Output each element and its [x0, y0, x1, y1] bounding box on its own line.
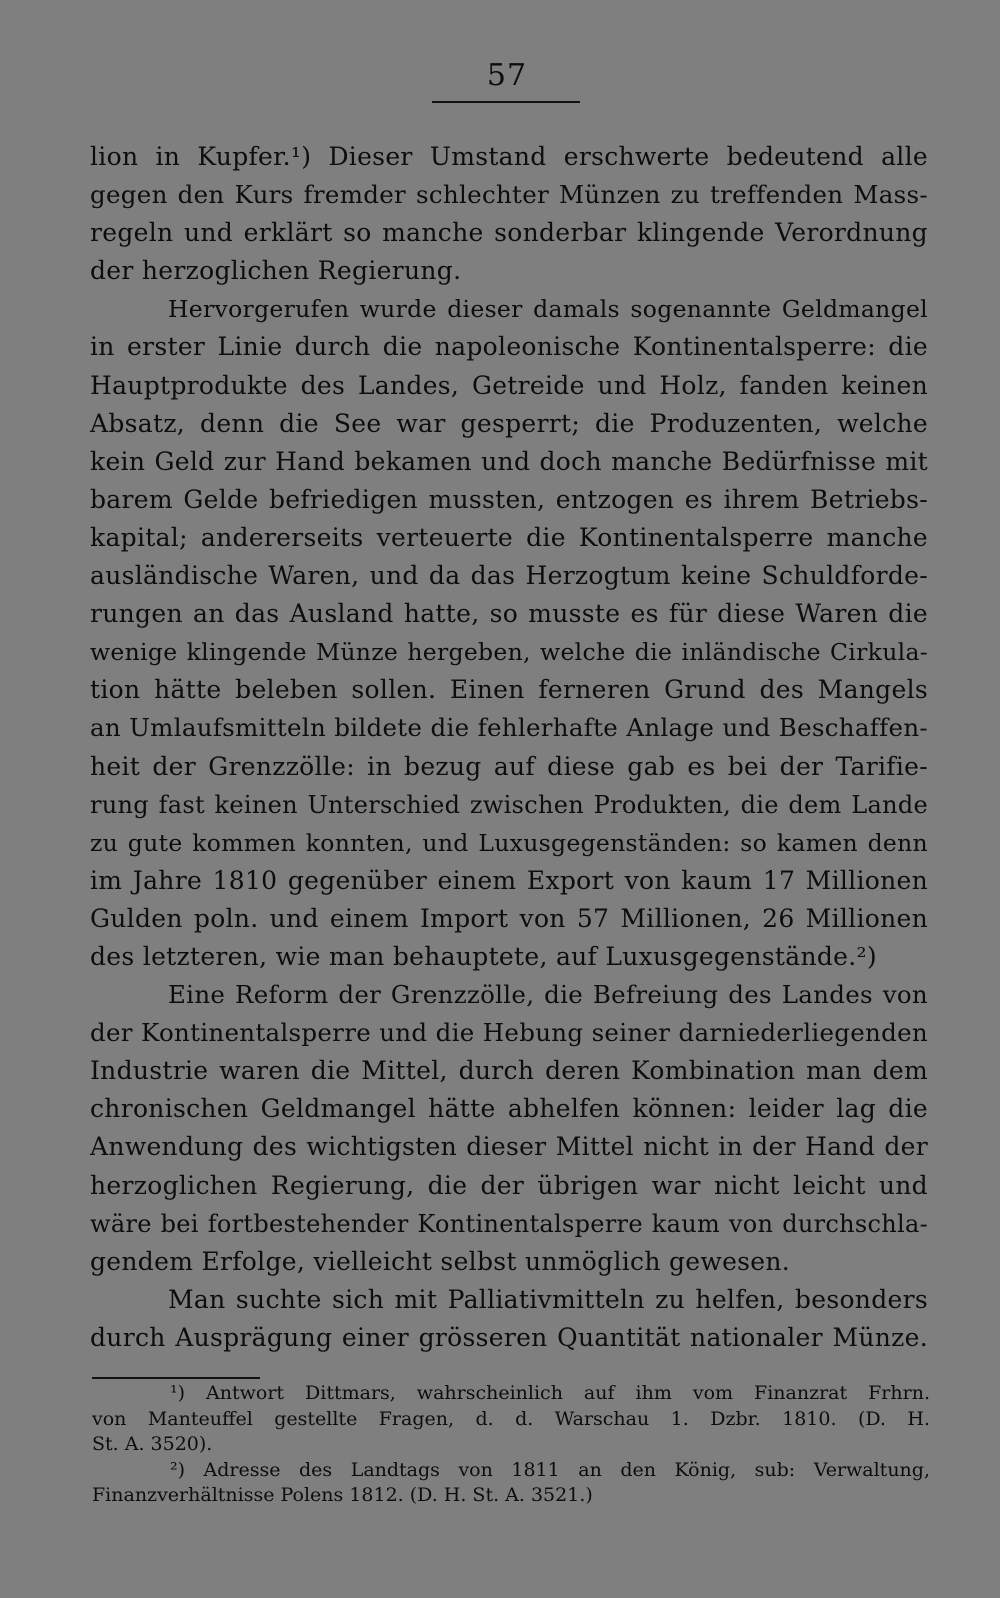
body-line: durch Ausprägung einer grösseren Quantität nationaler Münze. [90, 1322, 928, 1352]
body-line: chronischen Geldmangel hätte abhelfen können: leider lag die [90, 1094, 928, 1124]
body-line: lion in Kupfer.¹) Dieser Umstand erschwerte bedeutend alle [90, 142, 928, 171]
page-number: 57 [486, 58, 528, 93]
body-line: Industrie waren die Mittel, durch deren Kombination man dem [90, 1056, 928, 1086]
body-line: der Kontinentalsperre und die Hebung seiner darniederliegenden [90, 1018, 928, 1048]
body-line: herzoglichen Regierung, die der übrigen war nicht leicht und [90, 1170, 928, 1200]
body-line: ausländische Waren, und da das Herzogtum keine Schuldforde- [90, 561, 928, 591]
footnote-line: ¹) Antwort Dittmars, wahrscheinlich auf ihm vom Finanzrat Frhrn. [170, 1382, 930, 1404]
body-line: des letzteren, wie man behauptete, auf Luxusgegenstände.²) [90, 941, 877, 971]
footnote-line: ²) Adresse des Landtags von 1811 an den König, sub: Verwaltung, [170, 1458, 930, 1481]
body-line: Gulden poln. und einem Import von 57 Millionen, 26 Millionen [90, 903, 928, 933]
body-line: tion hätte beleben sollen. Einen ferneren Grund des Mangels [90, 675, 928, 705]
body-line: gegen den Kurs fremder schlechter Münzen zu treffenden Mass- [90, 180, 928, 210]
body-line: regeln und erklärt so manche sonderbar klingende Verordnung [90, 218, 928, 248]
body-text [90, 138, 928, 1357]
body-line: im Jahre 1810 gegenüber einem Export von kaum 17 Millionen [90, 865, 928, 895]
body-line: an Umlaufsmitteln bildete die fehlerhafte Anlage und Beschaffen- [90, 713, 928, 743]
body-line: Hauptprodukte des Landes, Getreide und Holz, fanden keinen [90, 370, 928, 400]
body-line: Eine Reform der Grenzzölle, die Befreiung des Landes von [168, 980, 928, 1010]
body-line: gendem Erfolge, vielleicht selbst unmöglich gewesen. [90, 1246, 791, 1276]
body-line: kapital; andererseits verteuerte die Kontinentalsperre manche [90, 522, 928, 552]
body-line: rungen an das Ausland hatte, so musste es für diese Waren die [90, 599, 928, 629]
body-line: der herzoglichen Regierung. [90, 256, 462, 286]
body-line: zu gute kommen konnten, und Luxusgegenständen: so kamen denn [90, 828, 928, 857]
body-line: Anwendung des wichtigsten dieser Mittel nicht in der Hand der [90, 1132, 928, 1162]
body-line: in erster Linie durch die napoleonische Kontinentalsperre: die [90, 332, 928, 362]
body-line: kein Geld zur Hand bekamen und doch manche Bedürfnisse mit [90, 446, 928, 476]
body-line: Man suchte sich mit Palliativmitteln zu helfen, besonders [168, 1284, 928, 1314]
body-line: barem Gelde befriedigen mussten, entzogen es ihrem Betriebs- [90, 484, 928, 514]
body-line: Hervorgerufen wurde dieser damals sogenannte Geldmangel [168, 295, 928, 324]
body-line: rung fast keinen Unterschied zwischen Produkten, die dem Lande [90, 790, 928, 819]
footnote-line: Finanzverhältnisse Polens 1812. (D. H. St. A. 3521.) [92, 1484, 593, 1506]
body-line: wenige klingende Münze hergeben, welche die inländische Cirkula- [90, 638, 928, 667]
footnote-line: St. A. 3520). [92, 1433, 213, 1455]
header-rule [432, 101, 580, 103]
footnote-rule [92, 1377, 260, 1379]
body-line: Absatz, denn die See war gesperrt; die Produzenten, welche [90, 408, 928, 438]
footnotes [92, 1381, 930, 1509]
footnote-line: von Manteuffel gestellte Fragen, d. d. Warschau 1. Dzbr. 1810. (D. H. [92, 1407, 930, 1430]
body-line: wäre bei fortbestehender Kontinentalsperre kaum von durchschla- [90, 1209, 928, 1238]
body-line: heit der Grenzzölle: in bezug auf diese gab es bei der Tarifie- [90, 751, 928, 781]
page-header [0, 58, 1000, 94]
